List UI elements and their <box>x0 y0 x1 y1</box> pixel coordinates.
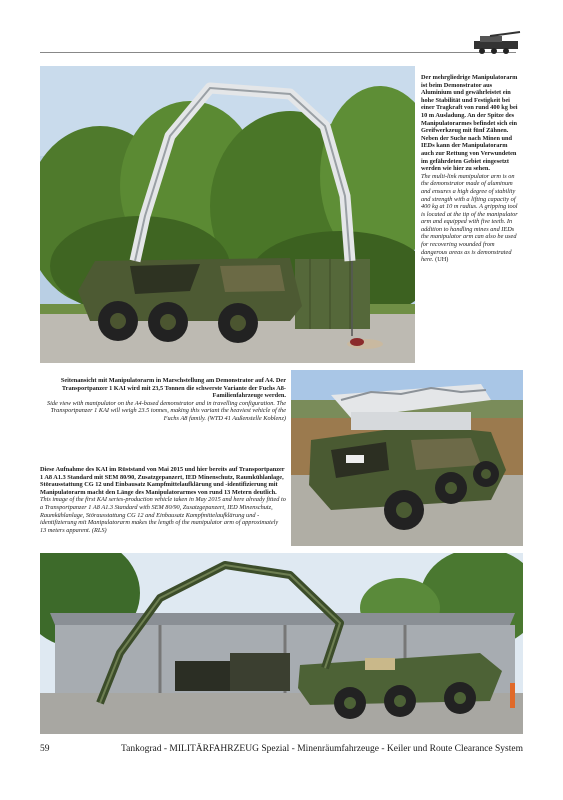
caption-side-view <box>40 377 286 423</box>
vehicle-logo-icon <box>470 30 526 56</box>
caption-english: This image of the first KAI series-production vehicle taken in May 2015 and here already fitted to a Transportpanzer 1 A8 A1.3 Standard with SEM 80/90, Zusatzgepanzert, IED Minenschutz, Raumkühlanlage, Störausstattung CG 12 and Einbausatz Kampfmittelaufklärung und -identifizierung mit Manipulatorarm makes the length of the manipulator arm of approximately 13 meters apparent. <box>40 496 286 534</box>
caption-german: Der mehrgliedrige Manipulatorarm ist beim Demonstrator aus Aluminium und gewährleistet ein hohe Stabilität und Festigkeit bei einer Tragkraft von rund 400 kg bei 10 m Ausladung. An der Spitze des Manipulatorarmes befindet sich ein Greifwerkzeug mit fünf Zähnen. Neben der Suche nach Minen und IEDs kann der Manipulatorarm auch zur Rettung von Verwundeten im gefährdeten Gebiet eingesetzt werden wie hier zu sehen. <box>421 74 518 173</box>
caption-german: Seitenansicht mit Manipulatorarm in Marschstellung am Demonstrator auf A4. Der Transportpanzer 1 KAI wird mit 23,5 Tonnen die schwerste Variante der Fuchs A8-Familienfahrzeuge werden. <box>60 377 286 400</box>
caption-english: Side view with manipulator on the A4-based demonstrator and in travelling configuration. The Transportpanzer 1 KAI will weigh 23.5 tonnes, making this variant the heaviest vehicle of the Fuchs A8 family. <box>47 399 286 422</box>
footer-title: Tankograd - MILITÄRFAHRZEUG Spezial - Minenräumfahrzeuge - Keiler und Route Clearance System <box>121 744 523 754</box>
caption-credit: (WTD 41 Außenstelle Koblenz) <box>207 414 286 422</box>
caption-series-production <box>40 466 286 534</box>
caption-manipulator-arm <box>421 74 519 264</box>
photo-demonstrator-arm-raised <box>40 66 415 363</box>
caption-credit: (UH) <box>435 256 449 264</box>
caption-credit: (RLS) <box>91 526 107 534</box>
photo-series-production-arm-extended <box>40 553 523 734</box>
page-number: 59 <box>40 744 50 754</box>
caption-german: Diese Aufnahme des KAI im Rüststand von Mai 2015 und hier bereits auf Transportpanzer 1 A8 A1.3 Standard mit SEM 80/90, Zusatzgepanzert, IED Minenschutz, Raumkühlanlage, Störausstattung CG 12 und Einbausatz Kampfmittelaufklärung und -identifizierung mit Manipulatorarm macht den Länge des Manipulatorarmes von rund 13 Metern deutlich. <box>40 466 285 496</box>
caption-english: The multi-link manipulator arm is on the demonstrator made of aluminum and ensures a high degree of stability and strength with a lifting capacity of 400 kg at 10 m radius. A gripping tool is located at the tip of the manipulator arm and equipped with five teeth. In addition to handling mines and IEDs the manipulator arm can also be used for recovering wounded from dangerous areas as is demonstrated here. <box>421 172 518 264</box>
header-rule <box>40 52 516 53</box>
photo-side-view-travel <box>291 370 523 546</box>
